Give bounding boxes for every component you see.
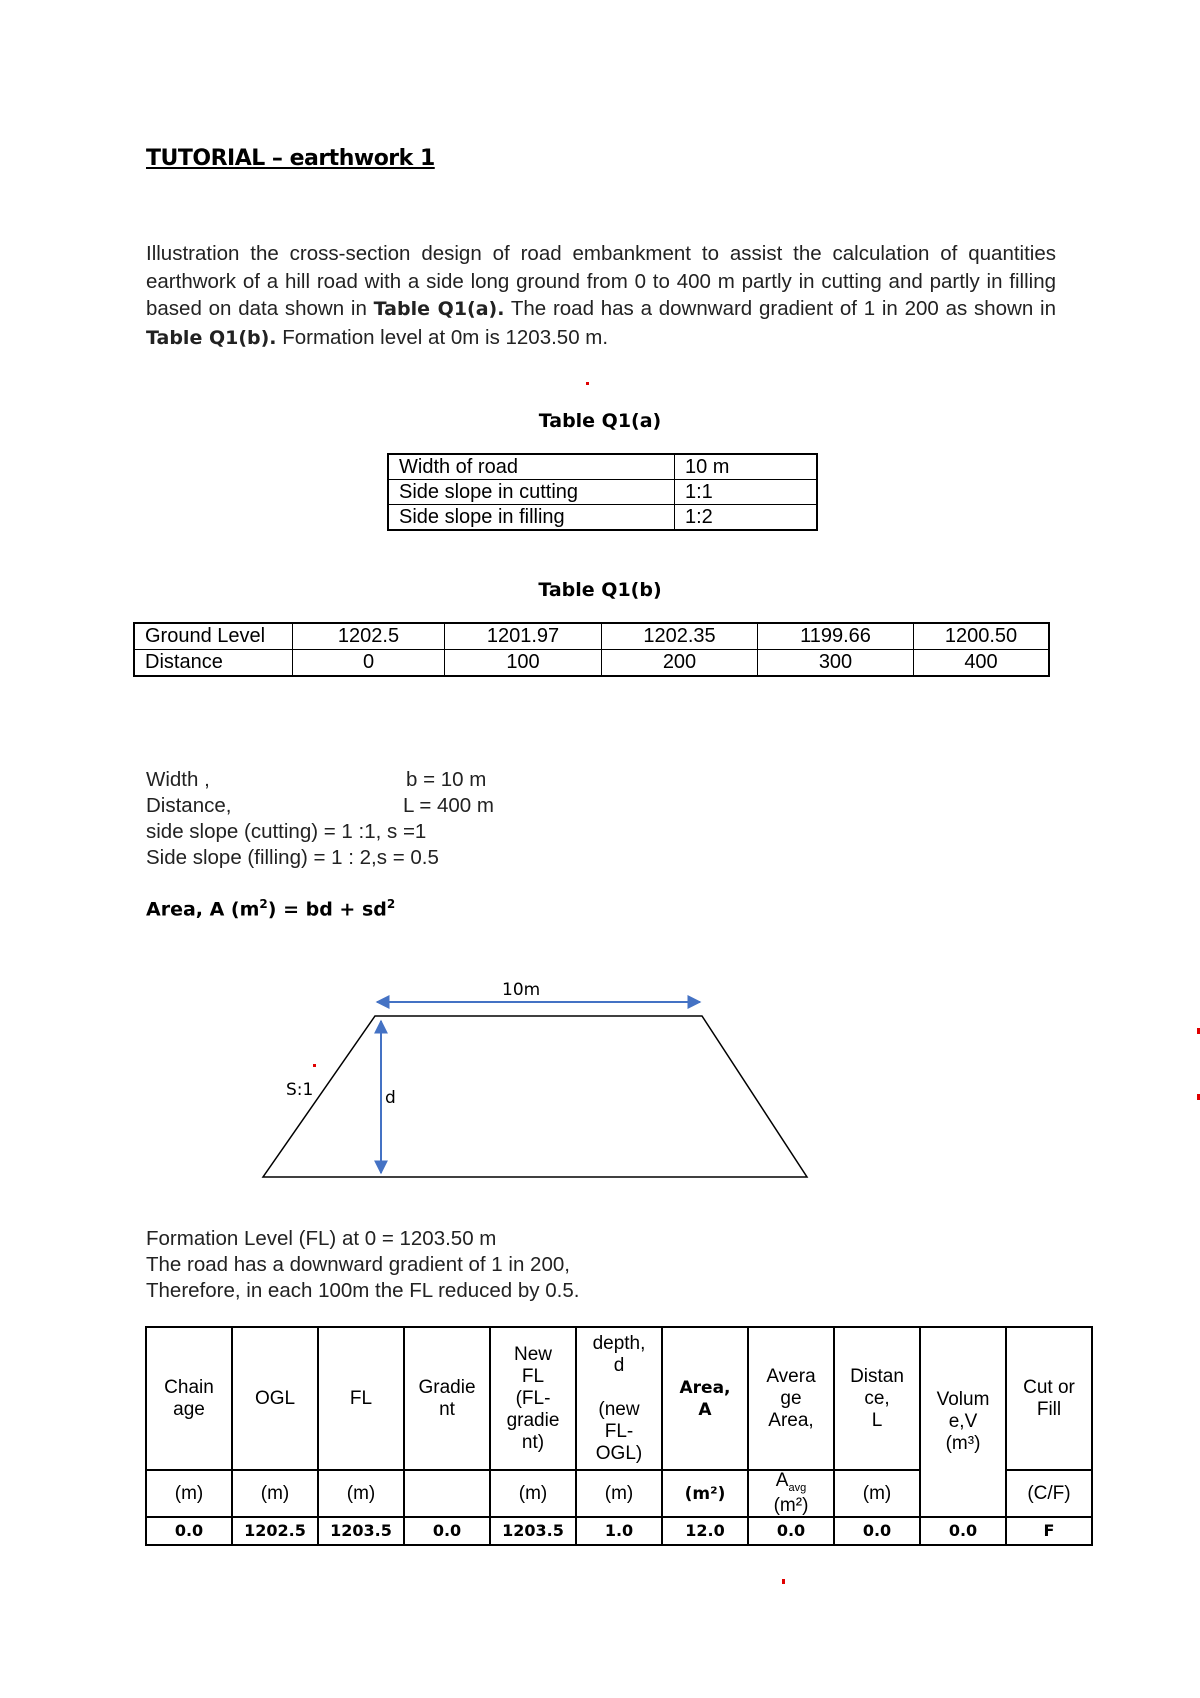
table-row xyxy=(146,1517,1092,1545)
distance-cell: 0 xyxy=(293,650,445,677)
stray-mark xyxy=(313,1064,316,1067)
document-title: TUTORIAL – earthwork 1 xyxy=(146,146,435,171)
formula-exponent: 2 xyxy=(386,897,396,911)
fl-note: The road has a downward gradient of 1 in 200, xyxy=(146,1253,570,1276)
intro-text-1: Illustration the cross-section design of road embankment to assist the calculation of quantities earthwork of a hill road with a side long ground from 0 to 400 m partly in cutting and partly in filling based on data shown in xyxy=(146,242,1056,320)
header-ogl: OGL xyxy=(232,1327,318,1470)
unit-cell: (C/F) xyxy=(1006,1470,1092,1517)
formula-mid: ) = bd + sd xyxy=(267,898,387,921)
embankment-trapezoid xyxy=(263,1016,807,1177)
distance-cell: 300 xyxy=(758,650,914,677)
intro-text-3: Formation level at 0m is 1203.50 m. xyxy=(276,325,609,349)
ground-level-cell: 1202.35 xyxy=(602,623,758,650)
table-a-label: Side slope in cutting xyxy=(388,480,675,505)
slope-label: S:1 xyxy=(286,1080,314,1100)
average-area-value: 0.0 xyxy=(748,1517,834,1545)
fl-note: Formation Level (FL) at 0 = 1203.50 m xyxy=(146,1227,497,1250)
distance-given-value: L = 400 m xyxy=(403,794,494,817)
ground-level-cell: 1202.5 xyxy=(293,623,445,650)
table-a-value: 10 m xyxy=(675,454,818,480)
cut-or-fill-value: F xyxy=(1006,1517,1092,1545)
table-b-reference: Table Q1(b). xyxy=(146,326,277,349)
header-cut-or-fill: Cut or Fill xyxy=(1006,1327,1092,1470)
cutting-slope-text: side slope (cutting) = 1 :1, s =1 xyxy=(146,820,427,843)
ogl-value: 1202.5 xyxy=(232,1517,318,1545)
unit-cell: (m) xyxy=(232,1470,318,1517)
unit-cell: (m²) xyxy=(662,1470,748,1517)
new-fl-value: 1203.5 xyxy=(490,1517,576,1545)
area-value: 12.0 xyxy=(662,1517,748,1545)
formula-prefix: Area, A (m xyxy=(146,898,260,921)
distance-cell: 200 xyxy=(602,650,758,677)
header-area: Area, A xyxy=(662,1327,748,1470)
gradient-value: 0.0 xyxy=(404,1517,490,1545)
depth-label: d xyxy=(385,1088,396,1108)
unit-cell: (m) xyxy=(146,1470,232,1517)
unit-cell: (m) xyxy=(318,1470,404,1517)
header-average-area: Avera ge Area, xyxy=(748,1327,834,1470)
header-fl: FL xyxy=(318,1327,404,1470)
ground-level-label: Ground Level xyxy=(134,623,293,650)
table-a-caption: Table Q1(a) xyxy=(538,410,662,432)
unit-cell xyxy=(404,1470,490,1517)
table-a-label: Side slope in filling xyxy=(388,505,675,531)
distance-given-label: Distance, xyxy=(146,794,232,817)
table-a-value: 1:2 xyxy=(675,505,818,531)
formation-level-notes xyxy=(146,1226,579,1304)
unit-cell: (m) xyxy=(490,1470,576,1517)
unit-cell: (m) xyxy=(576,1470,662,1517)
fl-value: 1203.5 xyxy=(318,1517,404,1545)
distance-value: 0.0 xyxy=(834,1517,920,1545)
formula-exponent: 2 xyxy=(259,897,268,911)
table-b-caption: Table Q1(b) xyxy=(538,579,662,601)
header-distance: Distan ce, L xyxy=(834,1327,920,1470)
width-dimension-label: 10m xyxy=(502,980,541,1000)
chainage-value: 0.0 xyxy=(146,1517,232,1545)
header-chainage: Chain age xyxy=(146,1327,232,1470)
header-new-fl: New FL (FL- gradie nt) xyxy=(490,1327,576,1470)
ground-level-cell: 1201.97 xyxy=(445,623,602,650)
stray-mark xyxy=(782,1579,785,1584)
fl-note: Therefore, in each 100m the FL reduced by 0.5. xyxy=(146,1279,580,1302)
width-label: Width , xyxy=(146,768,210,791)
ground-level-cell: 1200.50 xyxy=(914,623,1050,650)
unit-cell-average-area: $A_{avg}$ (m²) xyxy=(748,1470,834,1517)
distance-cell: 100 xyxy=(445,650,602,677)
header-volume: Volum e,V (m³) xyxy=(920,1327,1006,1517)
unit-cell: (m) xyxy=(834,1470,920,1517)
filling-slope-text: Side slope (filling) = 1 : 2,s = 0.5 xyxy=(146,846,439,869)
distance-cell: 400 xyxy=(914,650,1050,677)
intro-text-2: The road has a downward gradient of 1 in 200 as shown in xyxy=(504,297,1056,320)
header-row xyxy=(146,1327,1092,1470)
depth-value: 1.0 xyxy=(576,1517,662,1545)
table-a-label: Width of road xyxy=(388,454,675,480)
width-value: b = 10 m xyxy=(406,768,487,791)
distance-label: Distance xyxy=(134,650,293,677)
header-gradient: Gradie nt xyxy=(404,1327,490,1470)
table-a-value: 1:1 xyxy=(675,480,818,505)
volume-value: 0.0 xyxy=(920,1517,1006,1545)
ground-level-cell: 1199.66 xyxy=(758,623,914,650)
earthwork-calculation-table xyxy=(145,1326,1093,1546)
header-depth: depth, d (new FL- OGL) xyxy=(576,1327,662,1470)
table-a-reference: Table Q1(a). xyxy=(373,298,505,320)
